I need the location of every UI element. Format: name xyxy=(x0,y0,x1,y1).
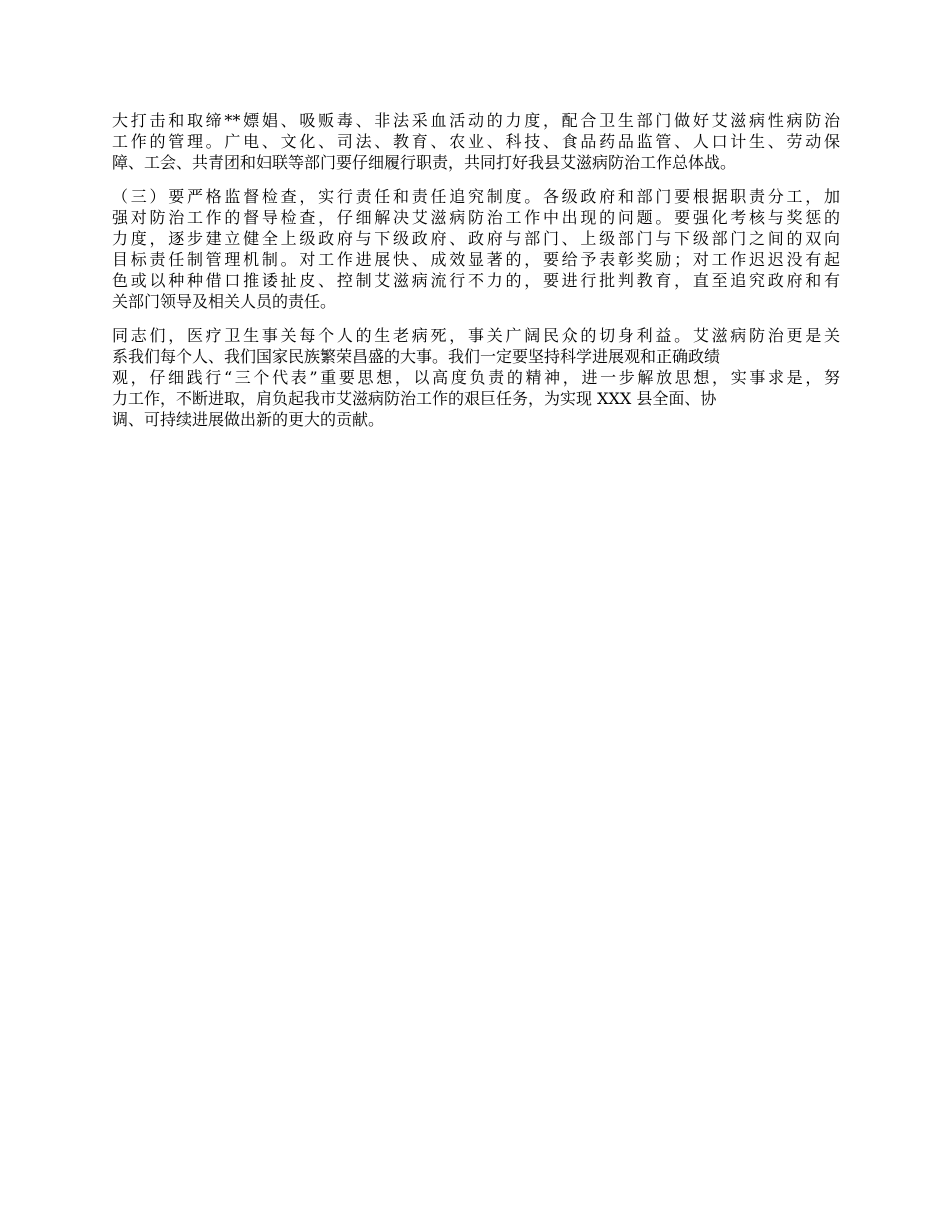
text-line: 观，仔细践行“三个代表”重要思想，以高度负责的精神，进一步解放思想，实事求是，努 xyxy=(112,368,840,387)
text-line: 力工作，不断进取，肩负起我市艾滋病防治工作的艰巨任务，为实现 XXX 县全面、协 xyxy=(112,389,717,408)
text-line: 同志们，医疗卫生事关每个人的生老病死，事关广阔民众的切身利益。艾滋病防治更是关 xyxy=(112,326,840,345)
text-line: 障、工会、共青团和妇联等部门要仔细履行职责，共同打好我县艾滋病防治工作总体战。 xyxy=(112,153,737,172)
paragraph-1 xyxy=(112,110,840,173)
text-line: 力度，逐步建立健全上级政府与下级政府、政府与部门、上级部门与下级部门之间的双向 xyxy=(112,229,840,248)
text-line: 大打击和取缔**嫖娼、吸贩毒、非法采血活动的力度，配合卫生部门做好艾滋病性病防治 xyxy=(112,111,840,130)
text-line: 工作的管理。广电、文化、司法、教育、农业、科技、食品药品监管、人口计生、劳动保 xyxy=(112,132,840,151)
text-line: 关部门领导及相关人员的责任。 xyxy=(112,292,337,311)
text-line: 色或以种种借口推诿扯皮、控制艾滋病流行不力的，要进行批判教育，直至追究政府和有 xyxy=(112,271,840,290)
text-line: 目标责任制管理机制。对工作进展快、成效显著的，要给予表彰奖励；对工作迟迟没有起 xyxy=(112,250,840,269)
paragraph-2 xyxy=(112,186,840,312)
text-line: 调、可持续进展做出新的更大的贡献。 xyxy=(112,410,385,429)
text-line: （三）要严格监督检查，实行责任和责任追究制度。各级政府和部门要根据职责分工，加 xyxy=(112,187,840,206)
document-body xyxy=(112,110,840,443)
paragraph-3 xyxy=(112,325,840,430)
text-line: 系我们每个人、我们国家民族繁荣昌盛的大事。我们一定要坚持科学进展观和正确政绩 xyxy=(112,347,721,366)
text-line: 强对防治工作的督导检查，仔细解决艾滋病防治工作中出现的问题。要强化考核与奖惩的 xyxy=(112,208,840,227)
